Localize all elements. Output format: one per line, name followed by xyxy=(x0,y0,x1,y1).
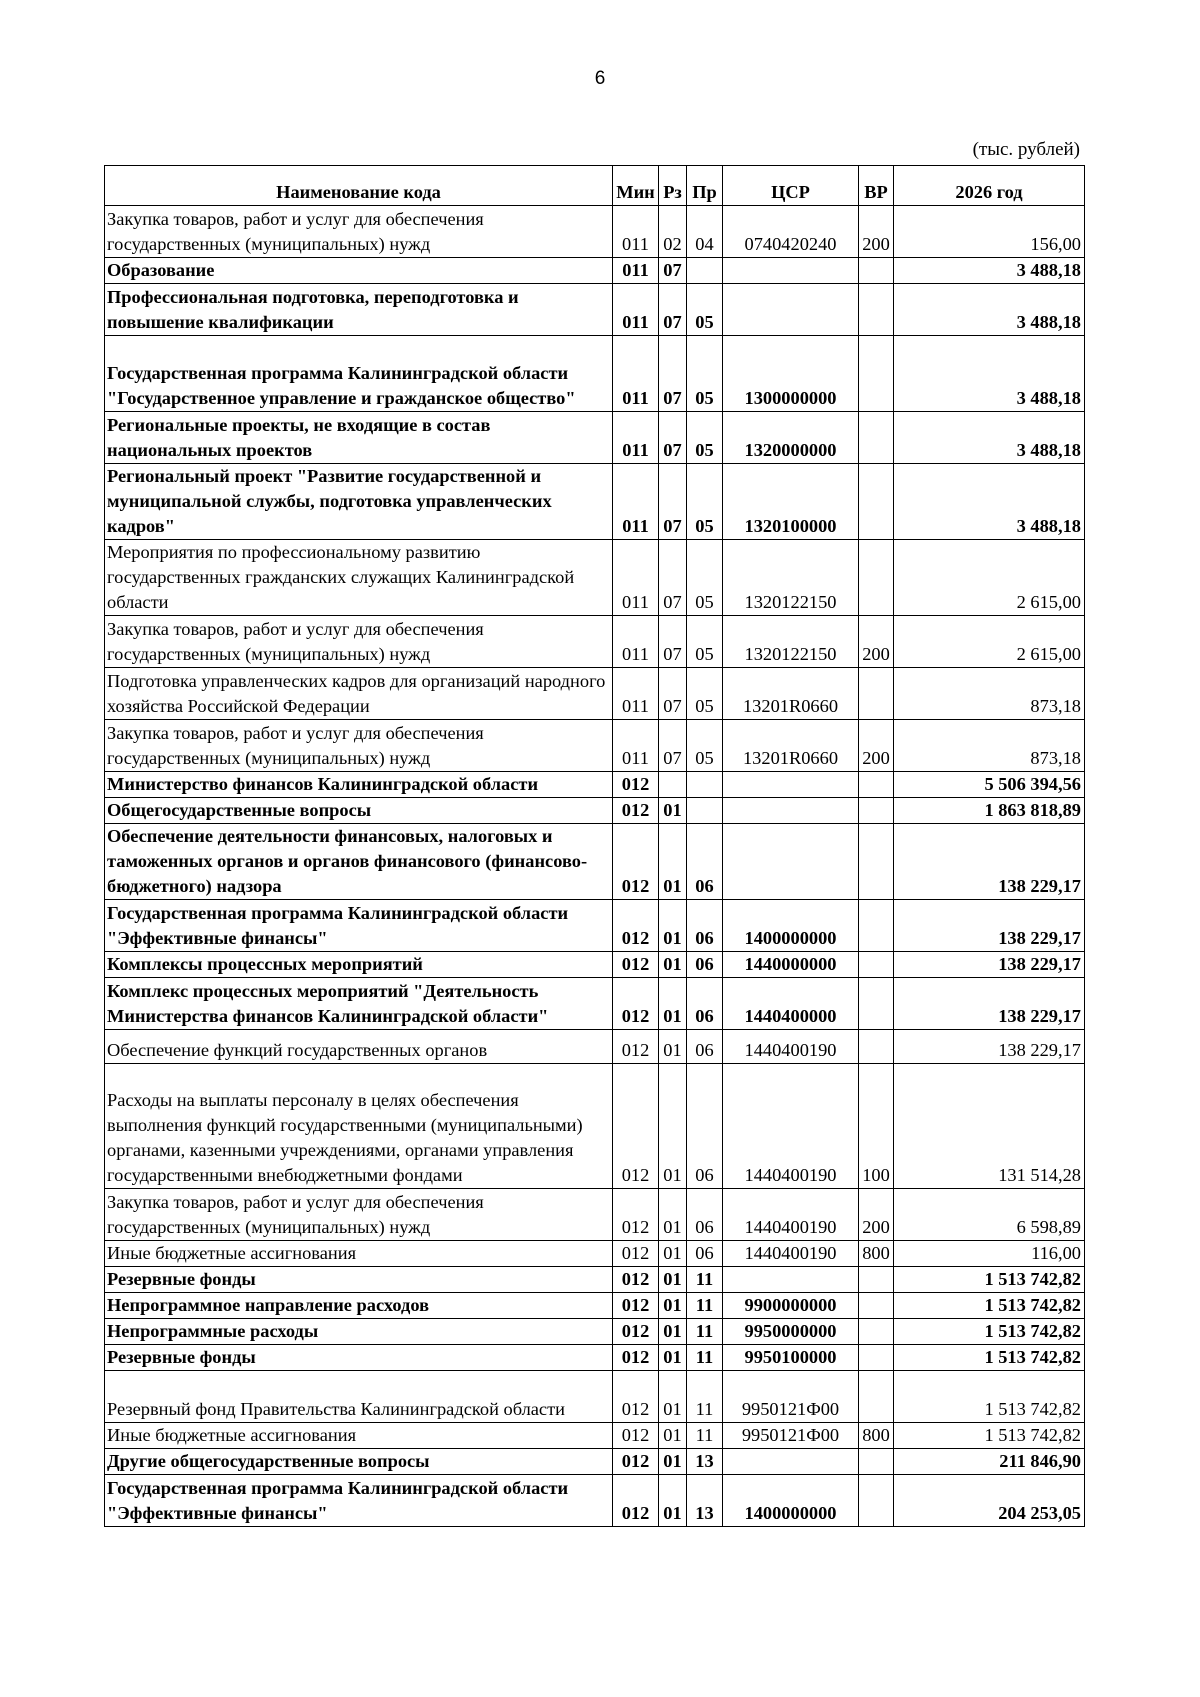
cell-vr xyxy=(859,1475,894,1527)
cell-rz: 01 xyxy=(659,1449,687,1475)
cell-rz: 01 xyxy=(659,1293,687,1319)
cell-min: 012 xyxy=(613,900,659,952)
cell-min: 012 xyxy=(613,1241,659,1267)
cell-min: 011 xyxy=(613,616,659,668)
cell-rz: 07 xyxy=(659,668,687,720)
cell-csr: 1320000000 xyxy=(723,412,859,464)
cell-csr: 9950100000 xyxy=(723,1345,859,1371)
cell-rz: 01 xyxy=(659,900,687,952)
cell-sum: 131 514,28 xyxy=(894,1064,1085,1189)
cell-sum: 1 513 742,82 xyxy=(894,1267,1085,1293)
cell-csr: 1400000000 xyxy=(723,900,859,952)
cell-min: 012 xyxy=(613,1423,659,1449)
cell-rz: 01 xyxy=(659,1371,687,1423)
cell-sum: 6 598,89 xyxy=(894,1189,1085,1241)
table-row xyxy=(105,1189,1085,1241)
cell-vr xyxy=(859,412,894,464)
cell-csr: 9950121Ф00 xyxy=(723,1423,859,1449)
cell-pr xyxy=(687,772,723,798)
table-row xyxy=(105,412,1085,464)
table-row xyxy=(105,1293,1085,1319)
header-sum: 2026 год xyxy=(894,166,1085,206)
cell-pr: 11 xyxy=(687,1319,723,1345)
cell-min: 012 xyxy=(613,1030,659,1064)
cell-name: Закупка товаров, работ и услуг для обеспечения государственных (муниципальных) нужд xyxy=(105,720,613,772)
cell-vr: 200 xyxy=(859,616,894,668)
cell-sum: 138 229,17 xyxy=(894,978,1085,1030)
cell-vr xyxy=(859,1371,894,1423)
cell-pr: 05 xyxy=(687,540,723,616)
table-row xyxy=(105,668,1085,720)
cell-pr: 11 xyxy=(687,1345,723,1371)
cell-name: Министерство финансов Калининградской области xyxy=(105,772,613,798)
cell-min: 011 xyxy=(613,464,659,540)
cell-rz: 07 xyxy=(659,540,687,616)
cell-csr xyxy=(723,258,859,284)
cell-vr: 200 xyxy=(859,1189,894,1241)
cell-pr: 13 xyxy=(687,1449,723,1475)
cell-sum: 5 506 394,56 xyxy=(894,772,1085,798)
table-row xyxy=(105,540,1085,616)
table-row xyxy=(105,1030,1085,1064)
cell-vr xyxy=(859,668,894,720)
cell-pr: 05 xyxy=(687,412,723,464)
table-row xyxy=(105,978,1085,1030)
header-min: Мин xyxy=(613,166,659,206)
cell-csr: 1440400190 xyxy=(723,1189,859,1241)
table-row xyxy=(105,1371,1085,1423)
table-row xyxy=(105,1475,1085,1527)
cell-csr: 1440400190 xyxy=(723,1064,859,1189)
cell-vr xyxy=(859,336,894,412)
cell-vr xyxy=(859,1293,894,1319)
cell-rz: 01 xyxy=(659,1189,687,1241)
cell-vr: 800 xyxy=(859,1241,894,1267)
cell-rz: 01 xyxy=(659,1319,687,1345)
cell-rz: 01 xyxy=(659,798,687,824)
cell-sum: 1 513 742,82 xyxy=(894,1423,1085,1449)
cell-vr xyxy=(859,824,894,900)
page-number: 6 xyxy=(594,68,606,89)
cell-rz: 01 xyxy=(659,1475,687,1527)
cell-csr: 13201R0660 xyxy=(723,668,859,720)
cell-rz: 01 xyxy=(659,1030,687,1064)
table-row xyxy=(105,336,1085,412)
cell-csr: 1400000000 xyxy=(723,1475,859,1527)
cell-name: Непрограммные расходы xyxy=(105,1319,613,1345)
cell-sum: 3 488,18 xyxy=(894,464,1085,540)
cell-min: 012 xyxy=(613,1293,659,1319)
cell-min: 012 xyxy=(613,1064,659,1189)
table-row xyxy=(105,798,1085,824)
cell-name: Резервные фонды xyxy=(105,1267,613,1293)
cell-pr xyxy=(687,798,723,824)
cell-csr: 1440400190 xyxy=(723,1241,859,1267)
cell-vr xyxy=(859,1030,894,1064)
cell-rz: 02 xyxy=(659,206,687,258)
cell-csr: 9950000000 xyxy=(723,1319,859,1345)
cell-vr: 100 xyxy=(859,1064,894,1189)
cell-min: 012 xyxy=(613,772,659,798)
cell-rz: 01 xyxy=(659,1345,687,1371)
cell-csr: 1320100000 xyxy=(723,464,859,540)
cell-min: 012 xyxy=(613,952,659,978)
cell-pr: 06 xyxy=(687,1030,723,1064)
cell-sum: 1 513 742,82 xyxy=(894,1319,1085,1345)
cell-csr: 1320122150 xyxy=(723,616,859,668)
cell-pr xyxy=(687,258,723,284)
cell-pr: 11 xyxy=(687,1267,723,1293)
cell-sum: 1 513 742,82 xyxy=(894,1293,1085,1319)
cell-sum: 3 488,18 xyxy=(894,412,1085,464)
cell-csr: 1440400000 xyxy=(723,978,859,1030)
cell-min: 012 xyxy=(613,1189,659,1241)
table-row xyxy=(105,772,1085,798)
cell-vr xyxy=(859,798,894,824)
cell-vr xyxy=(859,978,894,1030)
table-row xyxy=(105,1449,1085,1475)
cell-rz: 01 xyxy=(659,952,687,978)
cell-pr: 06 xyxy=(687,1064,723,1189)
cell-name: Закупка товаров, работ и услуг для обеспечения государственных (муниципальных) нужд xyxy=(105,616,613,668)
table-row xyxy=(105,616,1085,668)
header-vr: ВР xyxy=(859,166,894,206)
table-header-row xyxy=(105,166,1085,206)
cell-csr xyxy=(723,284,859,336)
cell-rz: 01 xyxy=(659,824,687,900)
cell-pr: 13 xyxy=(687,1475,723,1527)
cell-name: Государственная программа Калининградской области "Государственное управление и гражданское общество" xyxy=(105,336,613,412)
cell-pr: 06 xyxy=(687,1189,723,1241)
cell-sum: 204 253,05 xyxy=(894,1475,1085,1527)
units-label: (тыс. рублей) xyxy=(972,139,1080,160)
cell-pr: 05 xyxy=(687,336,723,412)
cell-pr: 05 xyxy=(687,668,723,720)
header-name: Наименование кода xyxy=(105,166,613,206)
cell-min: 012 xyxy=(613,1449,659,1475)
cell-min: 012 xyxy=(613,978,659,1030)
cell-pr: 06 xyxy=(687,1241,723,1267)
cell-min: 011 xyxy=(613,540,659,616)
cell-name: Обеспечение функций государственных органов xyxy=(105,1030,613,1064)
cell-csr: 9950121Ф00 xyxy=(723,1371,859,1423)
cell-csr: 0740420240 xyxy=(723,206,859,258)
cell-pr: 05 xyxy=(687,616,723,668)
cell-min: 011 xyxy=(613,412,659,464)
table-row xyxy=(105,1423,1085,1449)
table-row xyxy=(105,824,1085,900)
cell-pr: 04 xyxy=(687,206,723,258)
cell-name: Образование xyxy=(105,258,613,284)
cell-vr xyxy=(859,284,894,336)
cell-name: Мероприятия по профессиональному развитию государственных гражданских служащих Калининградской области xyxy=(105,540,613,616)
cell-vr xyxy=(859,1319,894,1345)
cell-rz: 01 xyxy=(659,1241,687,1267)
cell-name: Расходы на выплаты персоналу в целях обеспечения выполнения функций государственными (муниципальными) органами, казенными учреждениями, органами управления государственными внебюджетными фондами xyxy=(105,1064,613,1189)
cell-sum: 211 846,90 xyxy=(894,1449,1085,1475)
table-row xyxy=(105,284,1085,336)
cell-csr xyxy=(723,824,859,900)
cell-csr xyxy=(723,1267,859,1293)
cell-sum: 138 229,17 xyxy=(894,824,1085,900)
cell-rz: 07 xyxy=(659,284,687,336)
cell-name: Государственная программа Калининградской области "Эффективные финансы" xyxy=(105,900,613,952)
cell-csr xyxy=(723,1449,859,1475)
cell-name: Комплексы процессных мероприятий xyxy=(105,952,613,978)
cell-rz: 01 xyxy=(659,1423,687,1449)
table-body xyxy=(105,206,1085,1527)
cell-csr: 13201R0660 xyxy=(723,720,859,772)
cell-vr xyxy=(859,540,894,616)
cell-min: 011 xyxy=(613,668,659,720)
cell-min: 012 xyxy=(613,1319,659,1345)
cell-rz xyxy=(659,772,687,798)
cell-min: 012 xyxy=(613,1371,659,1423)
cell-min: 012 xyxy=(613,798,659,824)
cell-vr xyxy=(859,1267,894,1293)
budget-table xyxy=(104,165,1085,1527)
cell-name: Профессиональная подготовка, переподготовка и повышение квалификации xyxy=(105,284,613,336)
cell-vr: 800 xyxy=(859,1423,894,1449)
cell-name: Резервный фонд Правительства Калининградской области xyxy=(105,1371,613,1423)
cell-min: 012 xyxy=(613,1345,659,1371)
cell-rz: 07 xyxy=(659,616,687,668)
cell-name: Закупка товаров, работ и услуг для обеспечения государственных (муниципальных) нужд xyxy=(105,1189,613,1241)
table-row xyxy=(105,464,1085,540)
cell-rz: 07 xyxy=(659,464,687,540)
cell-name: Подготовка управленческих кадров для организаций народного хозяйства Российской Федерации xyxy=(105,668,613,720)
cell-sum: 116,00 xyxy=(894,1241,1085,1267)
header-pr: Пр xyxy=(687,166,723,206)
table-row xyxy=(105,1064,1085,1189)
cell-vr xyxy=(859,1345,894,1371)
cell-name: Другие общегосударственные вопросы xyxy=(105,1449,613,1475)
cell-vr xyxy=(859,258,894,284)
cell-sum: 873,18 xyxy=(894,720,1085,772)
cell-name: Обеспечение деятельности финансовых, налоговых и таможенных органов и органов финансового (финансово-бюджетного) надзора xyxy=(105,824,613,900)
cell-csr: 9900000000 xyxy=(723,1293,859,1319)
cell-vr xyxy=(859,464,894,540)
table-row xyxy=(105,952,1085,978)
cell-name: Иные бюджетные ассигнования xyxy=(105,1241,613,1267)
cell-sum: 138 229,17 xyxy=(894,952,1085,978)
cell-csr: 1440400190 xyxy=(723,1030,859,1064)
cell-name: Региональный проект "Развитие государственной и муниципальной службы, подготовка управленческих кадров" xyxy=(105,464,613,540)
cell-csr: 1320122150 xyxy=(723,540,859,616)
table-row xyxy=(105,1241,1085,1267)
table-row xyxy=(105,258,1085,284)
cell-pr: 11 xyxy=(687,1423,723,1449)
cell-name: Региональные проекты, не входящие в состав национальных проектов xyxy=(105,412,613,464)
cell-pr: 06 xyxy=(687,952,723,978)
cell-min: 012 xyxy=(613,1475,659,1527)
cell-sum: 1 513 742,82 xyxy=(894,1371,1085,1423)
cell-name: Непрограммное направление расходов xyxy=(105,1293,613,1319)
cell-min: 012 xyxy=(613,824,659,900)
cell-pr: 05 xyxy=(687,284,723,336)
cell-min: 011 xyxy=(613,336,659,412)
cell-vr xyxy=(859,952,894,978)
cell-min: 011 xyxy=(613,284,659,336)
cell-pr: 06 xyxy=(687,824,723,900)
cell-csr: 1300000000 xyxy=(723,336,859,412)
cell-rz: 01 xyxy=(659,978,687,1030)
cell-rz: 07 xyxy=(659,412,687,464)
cell-sum: 1 863 818,89 xyxy=(894,798,1085,824)
cell-name: Иные бюджетные ассигнования xyxy=(105,1423,613,1449)
cell-min: 011 xyxy=(613,206,659,258)
cell-rz: 07 xyxy=(659,720,687,772)
table-row xyxy=(105,1345,1085,1371)
cell-pr: 06 xyxy=(687,900,723,952)
cell-rz: 07 xyxy=(659,336,687,412)
cell-name: Комплекс процессных мероприятий "Деятельность Министерства финансов Калининградской области" xyxy=(105,978,613,1030)
cell-vr xyxy=(859,1449,894,1475)
cell-rz: 01 xyxy=(659,1064,687,1189)
cell-pr: 05 xyxy=(687,720,723,772)
cell-name: Общегосударственные вопросы xyxy=(105,798,613,824)
cell-name: Закупка товаров, работ и услуг для обеспечения государственных (муниципальных) нужд xyxy=(105,206,613,258)
cell-sum: 873,18 xyxy=(894,668,1085,720)
cell-vr xyxy=(859,900,894,952)
cell-sum: 138 229,17 xyxy=(894,900,1085,952)
cell-name: Государственная программа Калининградской области "Эффективные финансы" xyxy=(105,1475,613,1527)
cell-min: 011 xyxy=(613,258,659,284)
table-row xyxy=(105,720,1085,772)
cell-sum: 156,00 xyxy=(894,206,1085,258)
cell-sum: 3 488,18 xyxy=(894,284,1085,336)
table-row xyxy=(105,900,1085,952)
cell-vr: 200 xyxy=(859,206,894,258)
cell-csr xyxy=(723,798,859,824)
cell-sum: 3 488,18 xyxy=(894,258,1085,284)
cell-pr: 11 xyxy=(687,1293,723,1319)
header-csr: ЦСР xyxy=(723,166,859,206)
cell-pr: 11 xyxy=(687,1371,723,1423)
cell-min: 012 xyxy=(613,1267,659,1293)
cell-rz: 07 xyxy=(659,258,687,284)
table-row xyxy=(105,206,1085,258)
header-rz: Рз xyxy=(659,166,687,206)
cell-pr: 05 xyxy=(687,464,723,540)
cell-sum: 138 229,17 xyxy=(894,1030,1085,1064)
cell-vr xyxy=(859,772,894,798)
cell-sum: 3 488,18 xyxy=(894,336,1085,412)
cell-pr: 06 xyxy=(687,978,723,1030)
cell-sum: 2 615,00 xyxy=(894,540,1085,616)
cell-sum: 2 615,00 xyxy=(894,616,1085,668)
cell-rz: 01 xyxy=(659,1267,687,1293)
cell-csr: 1440000000 xyxy=(723,952,859,978)
cell-name: Резервные фонды xyxy=(105,1345,613,1371)
cell-sum: 1 513 742,82 xyxy=(894,1345,1085,1371)
cell-min: 011 xyxy=(613,720,659,772)
cell-vr: 200 xyxy=(859,720,894,772)
table-row xyxy=(105,1267,1085,1293)
table-row xyxy=(105,1319,1085,1345)
cell-csr xyxy=(723,772,859,798)
